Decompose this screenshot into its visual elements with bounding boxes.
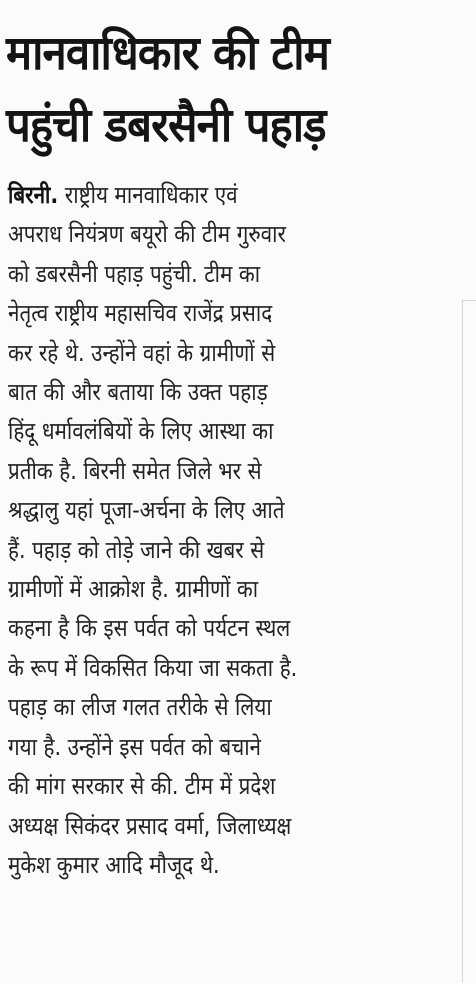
headline-line-1: मानवाधिकार की टीम xyxy=(6,26,329,81)
body-line-17: अध्यक्ष सिकंदर प्रसाद वर्मा, जिलाध्यक्ष xyxy=(8,811,292,840)
article-headline xyxy=(6,18,456,162)
column-rule xyxy=(462,300,463,983)
body-line-13: के रूप में विकसित किया जा सकता है. xyxy=(8,653,298,682)
body-line-18: मुकेश कुमार आदि मौजूद थे. xyxy=(8,850,220,879)
body-line-3: को डबरसैनी पहाड़ पहुंची. टीम का xyxy=(8,259,261,288)
body-line-11: ग्रामीणों में आक्रोश है. ग्रामीणों का xyxy=(8,575,259,604)
body-line-12: कहना है कि इस पर्वत को पर्यटन स्थल xyxy=(8,614,291,643)
body-line-4: नेतृत्व राष्ट्रीय महासचिव राजेंद्र प्रसाद xyxy=(8,299,273,328)
body-line-8: प्रतीक है. बिरनी समेत जिले भर से xyxy=(8,456,262,485)
body-line-1 xyxy=(8,176,386,215)
body-line-9: श्रद्धालु यहां पूजा-अर्चना के लिए आते xyxy=(8,496,285,525)
body-line-14: पहाड़ का लीज गलत तरीके से लिया xyxy=(8,693,272,722)
body-line-2: अपराध नियंत्रण बयूरो की टीम गुरुवार xyxy=(8,220,286,249)
body-line-1-text: राष्ट्रीय मानवाधिकार एवं xyxy=(64,181,238,209)
article-dateline: बिरनी. xyxy=(8,181,59,209)
article-body xyxy=(8,176,448,885)
body-line-7: हिंदू धर्मावलंबियों के लिए आस्था का xyxy=(8,417,274,446)
body-line-10: हैं. पहाड़ को तोड़े जाने की खबर से xyxy=(8,535,265,564)
body-line-16: की मांग सरकार से की. टीम में प्रदेश xyxy=(8,772,276,801)
body-line-6: बात की और बताया कि उक्त पहाड़ xyxy=(8,378,268,407)
body-line-15: गया है. उन्होंने इस पर्वत को बचाने xyxy=(8,732,262,761)
column-rule-top xyxy=(462,300,476,301)
headline-line-2: पहुंची डबरसैनी पहाड़ xyxy=(6,98,326,153)
body-line-5: कर रहे थे. उन्होंने वहां के ग्रामीणों से xyxy=(8,338,276,367)
